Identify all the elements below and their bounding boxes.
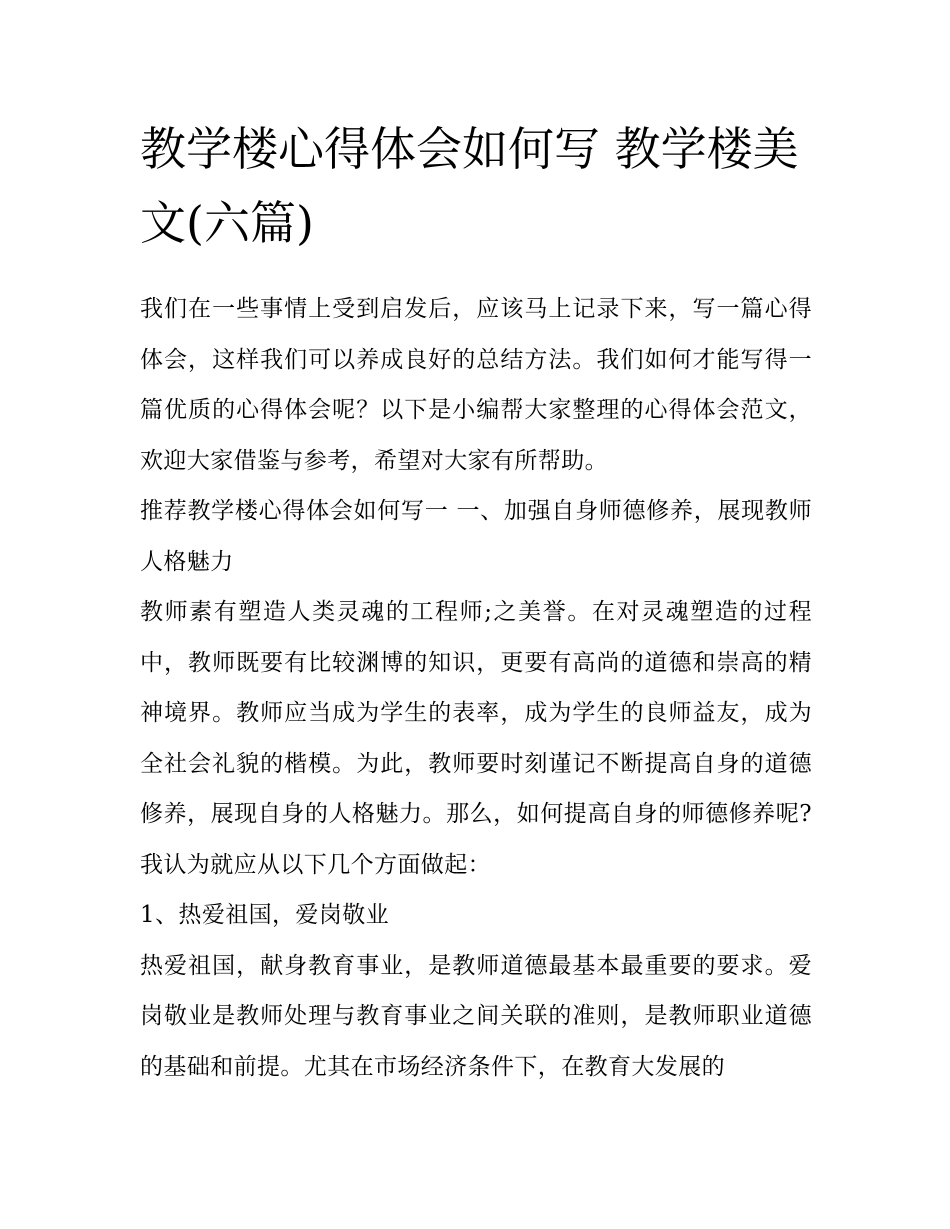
body-paragraph: 教师素有塑造人类灵魂的工程师;之美誉。在对灵魂塑造的过程中，教师既要有比较渊博的知识，更要有高尚的道德和崇高的精神境界。教师应当成为学生的表率，成为学生的良师益友，成为全社会礼貌的楷模。为此，教师要时刻谨记不断提高自身的道德修养，展现自身的人格魅力。那么，如何提高自身的师德修养呢?我认为就应从以下几个方面做起： bbox=[140, 599, 812, 878]
document-body bbox=[140, 112, 812, 1092]
body-paragraph: 热爱祖国，献身教育事业，是教师道德最基本最重要的要求。爱岗敬业是教师处理与教育事业之间关联的准则，是教师职业道德的基础和前提。尤其在市场经济条件下，在教育大发展的 bbox=[140, 952, 812, 1080]
document-title: 教学楼心得体会如何写 教学楼美文(六篇) bbox=[140, 122, 799, 250]
intro-paragraph: 我们在一些事情上受到启发后，应该马上记录下来，写一篇心得体会，这样我们可以养成良好的总结方法。我们如何才能写得一篇优质的心得体会呢？以下是小编帮大家整理的心得体会范文，欢迎大家借鉴与参考，希望对大家有所帮助。 bbox=[140, 296, 812, 474]
section-heading: 推荐教学楼心得体会如何写一 一、加强自身师德修养，展现教师人格魅力 bbox=[140, 498, 812, 575]
subsection-heading: 1、热爱祖国，爱岗敬业 bbox=[140, 902, 390, 928]
